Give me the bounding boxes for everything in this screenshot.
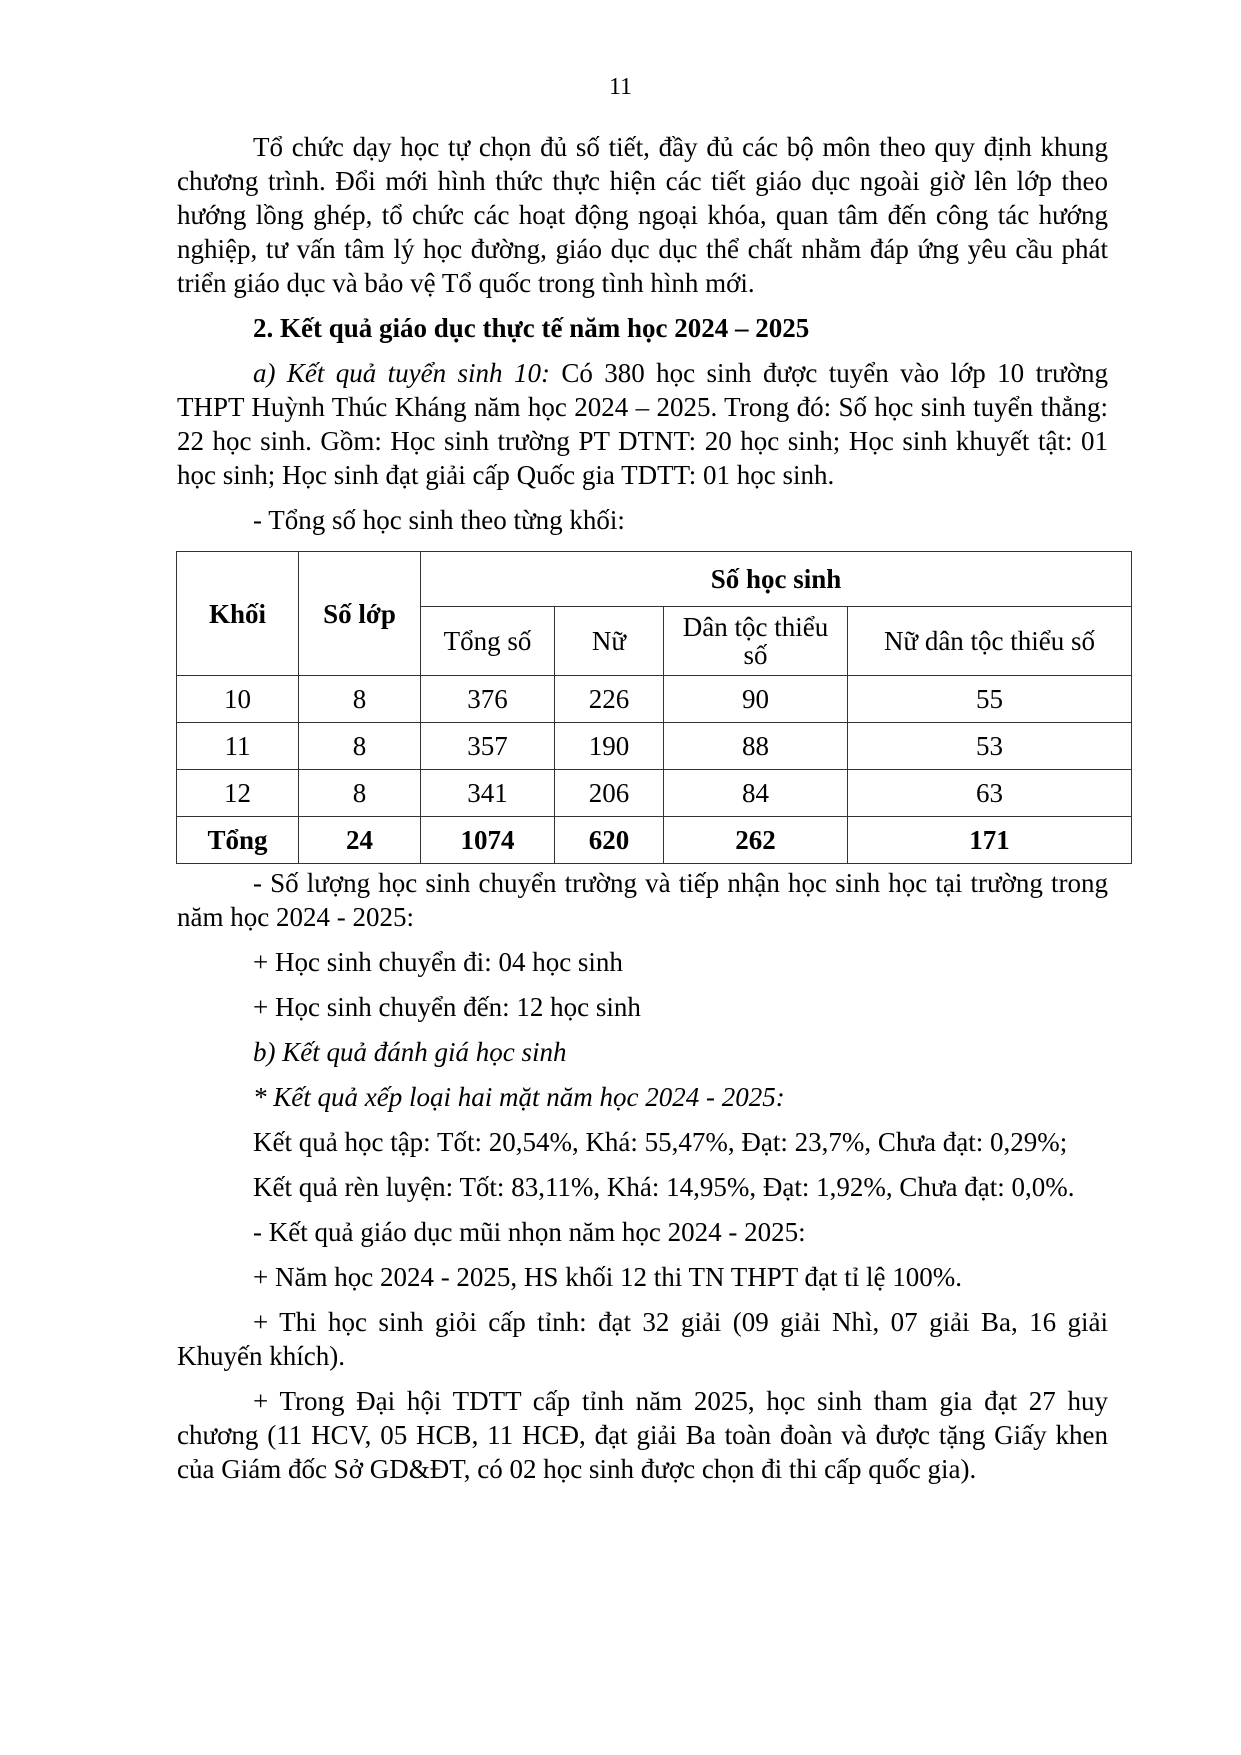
cell-nu-dan-toc: 55 bbox=[848, 676, 1132, 723]
header-khoi: Khối bbox=[177, 552, 299, 676]
students-by-grade-table bbox=[176, 551, 1132, 864]
cell-khoi: 10 bbox=[177, 676, 299, 723]
table-row bbox=[177, 723, 1132, 770]
header-nu-dan-toc: Nữ dân tộc thiểu số bbox=[848, 607, 1132, 676]
intro-paragraph: Tổ chức dạy học tự chọn đủ số tiết, đầy đủ các bộ môn theo quy định khung chương trình. Đổi mới hình thức thực hiện các tiết giáo dục ngoài giờ lên lớp theo hướng lồng ghép, tổ chức các hoạt động ngoại khóa, quan tâm đến công tác hướng nghiệp, tư vấn tâm lý học đường, giáo dục dục thể chất nhằm đáp ứng yêu cầu phát triển giáo dục và bảo vệ Tổ quốc trong tình hình mới. bbox=[177, 132, 1108, 298]
transfer-out: + Học sinh chuyển đi: 04 học sinh bbox=[253, 947, 623, 977]
cell-so-lop: 8 bbox=[299, 723, 421, 770]
total-nu-dan-toc: 171 bbox=[848, 817, 1132, 864]
header-so-hoc-sinh: Số học sinh bbox=[421, 552, 1132, 607]
admission-text: Có 380 học sinh được tuyển vào lớp 10 trường THPT Huỳnh Thúc Kháng năm học 2024 – 2025. Trong đó: Số học sinh tuyển thẳng: 22 học sinh. Gồm: Học sinh trường PT DTNT: 20 học sinh; Học sinh khuyết tật: 01 học sinh; Học sinh đạt giải cấp Quốc gia TDTT: 01 học sinh. bbox=[177, 358, 1108, 490]
cell-dan-toc: 88 bbox=[664, 723, 848, 770]
table-row bbox=[177, 770, 1132, 817]
page-number: 11 bbox=[608, 74, 633, 100]
total-label: Tổng bbox=[177, 817, 299, 864]
cell-tong-so: 341 bbox=[421, 770, 555, 817]
transfer-intro: - Số lượng học sinh chuyển trường và tiếp nhận học sinh học tại trường trong năm học 2024 - 2025: bbox=[177, 868, 1108, 932]
evaluation-heading: b) Kết quả đánh giá học sinh bbox=[253, 1037, 567, 1067]
total-nu: 620 bbox=[555, 817, 664, 864]
header-nu: Nữ bbox=[555, 607, 664, 676]
academic-result: Kết quả học tập: Tốt: 20,54%, Khá: 55,47%, Đạt: 23,7%, Chưa đạt: 0,29%; bbox=[253, 1127, 1068, 1157]
header-tong-so: Tổng số bbox=[421, 607, 555, 676]
elite-intro: - Kết quả giáo dục mũi nhọn năm học 2024 - 2025: bbox=[253, 1217, 806, 1247]
cell-nu-dan-toc: 53 bbox=[848, 723, 1132, 770]
cell-nu: 206 bbox=[555, 770, 664, 817]
elite-item: + Trong Đại hội TDTT cấp tỉnh năm 2025, học sinh tham gia đạt 27 huy chương (11 HCV, 05 HCB, 11 HCĐ, đạt giải Ba toàn đoàn và được tặng Giấy khen của Giám đốc Sở GD&ĐT, có 02 học sinh được chọn đi thi cấp quốc gia). bbox=[177, 1386, 1108, 1484]
cell-dan-toc: 84 bbox=[664, 770, 848, 817]
cell-so-lop: 8 bbox=[299, 770, 421, 817]
table-total-row bbox=[177, 817, 1132, 864]
elite-item: + Thi học sinh giỏi cấp tỉnh: đạt 32 giải (09 giải Nhì, 07 giải Ba, 16 giải Khuyến khích). bbox=[177, 1307, 1108, 1371]
classification-heading: * Kết quả xếp loại hai mặt năm học 2024 - 2025: bbox=[253, 1082, 785, 1112]
section-heading: 2. Kết quả giáo dục thực tế năm học 2024 – 2025 bbox=[253, 313, 810, 343]
cell-so-lop: 8 bbox=[299, 676, 421, 723]
total-tong-so: 1074 bbox=[421, 817, 555, 864]
cell-nu-dan-toc: 63 bbox=[848, 770, 1132, 817]
cell-tong-so: 376 bbox=[421, 676, 555, 723]
header-dan-toc: Dân tộc thiểu số bbox=[664, 607, 848, 676]
elite-item: + Năm học 2024 - 2025, HS khối 12 thi TN THPT đạt tỉ lệ 100%. bbox=[253, 1262, 962, 1292]
transfer-in: + Học sinh chuyển đến: 12 học sinh bbox=[253, 992, 641, 1022]
header-so-lop: Số lớp bbox=[299, 552, 421, 676]
total-dan-toc: 262 bbox=[664, 817, 848, 864]
total-so-lop: 24 bbox=[299, 817, 421, 864]
cell-tong-so: 357 bbox=[421, 723, 555, 770]
table-header-row bbox=[177, 552, 1132, 607]
cell-khoi: 12 bbox=[177, 770, 299, 817]
admission-paragraph bbox=[177, 356, 1108, 492]
cell-nu: 226 bbox=[555, 676, 664, 723]
table-intro: - Tổng số học sinh theo từng khối: bbox=[253, 505, 625, 535]
cell-nu: 190 bbox=[555, 723, 664, 770]
conduct-result: Kết quả rèn luyện: Tốt: 83,11%, Khá: 14,95%, Đạt: 1,92%, Chưa đạt: 0,0%. bbox=[253, 1172, 1075, 1202]
admission-label: a) Kết quả tuyển sinh 10: bbox=[253, 358, 550, 388]
cell-khoi: 11 bbox=[177, 723, 299, 770]
cell-dan-toc: 90 bbox=[664, 676, 848, 723]
table-row bbox=[177, 676, 1132, 723]
document-body bbox=[177, 130, 1108, 1486]
